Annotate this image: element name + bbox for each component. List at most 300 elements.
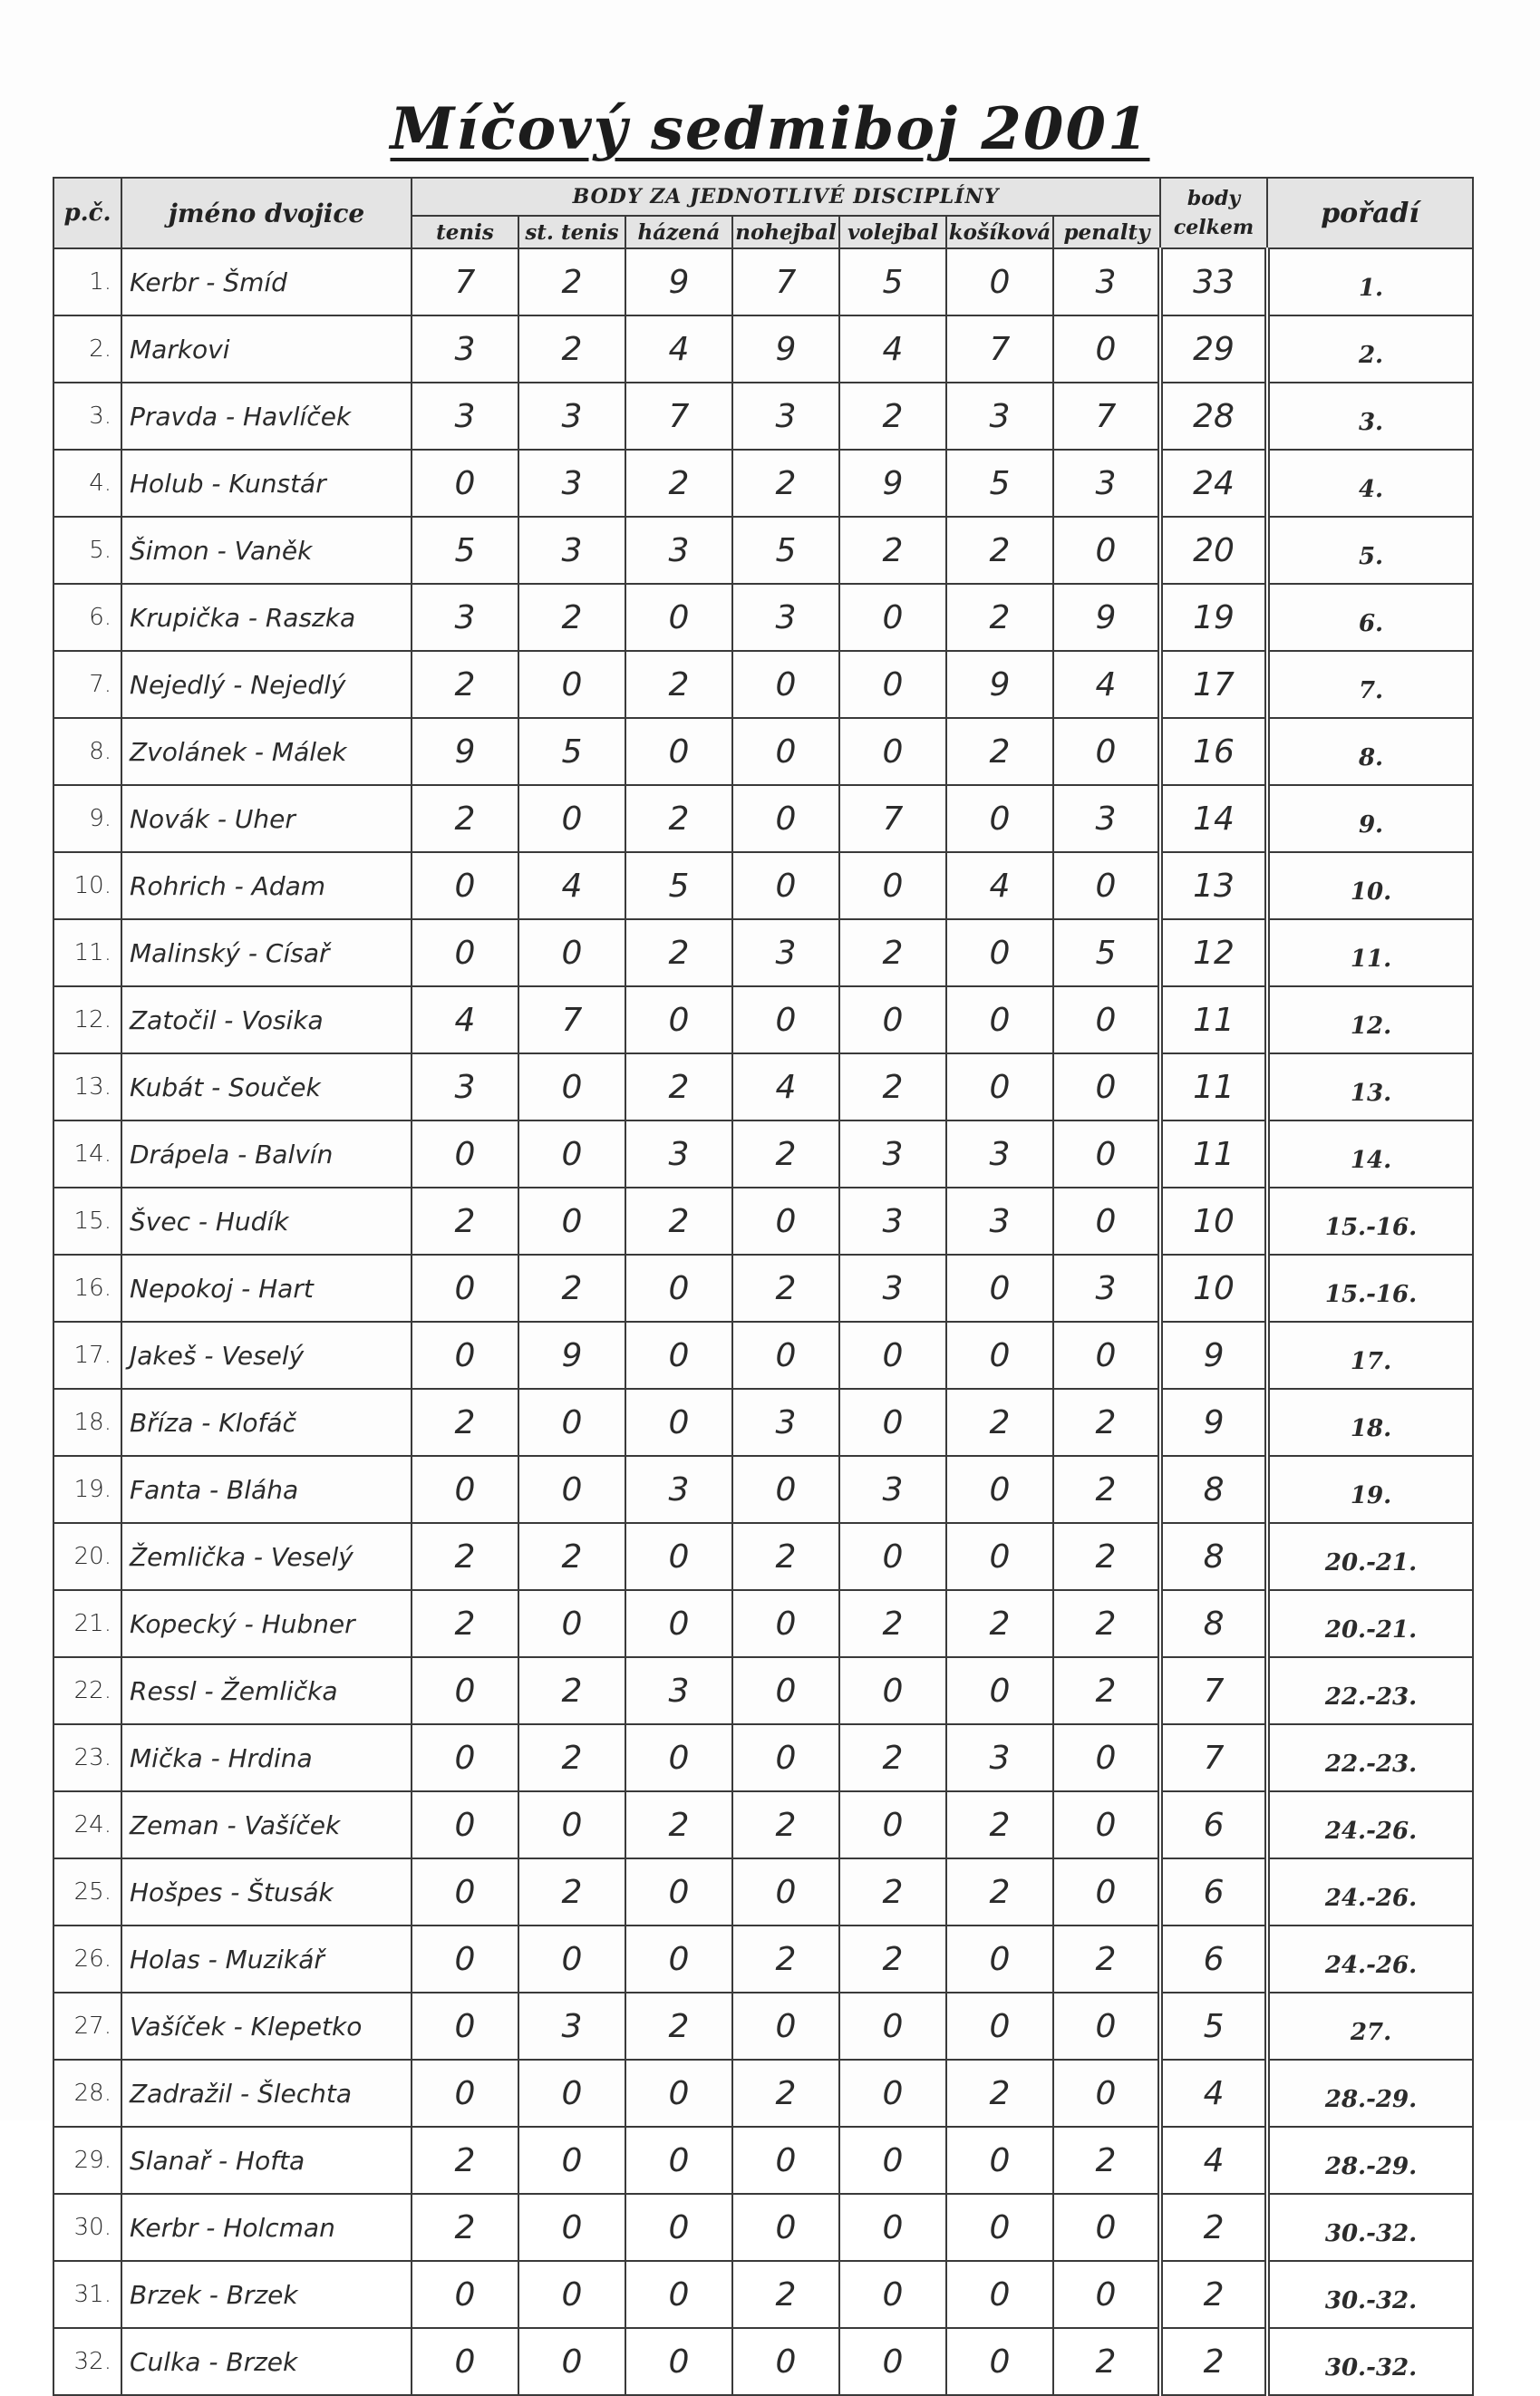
score-cell: 9 (412, 718, 518, 785)
score-cell: 2 (732, 1791, 839, 1858)
total-points: 10 (1160, 1255, 1267, 1322)
score-cell: 0 (518, 1120, 625, 1188)
score-cell: 0 (625, 2261, 732, 2328)
pair-name: Rohrich - Adam (121, 852, 412, 919)
table-row (53, 1993, 1473, 2060)
row-number: 28. (53, 2060, 121, 2127)
score-cell: 0 (946, 2328, 1053, 2395)
score-cell: 2 (412, 651, 518, 718)
score-cell: 7 (839, 785, 946, 852)
score-cell: 0 (1053, 1791, 1160, 1858)
rank-cell: 27. (1267, 1993, 1473, 2060)
score-cell: 0 (625, 1523, 732, 1590)
score-cell: 0 (412, 1456, 518, 1523)
score-cell: 3 (518, 1993, 625, 2060)
table-row (53, 1188, 1473, 1255)
rank-cell: 2. (1267, 315, 1473, 383)
rank-cell: 15.-16. (1267, 1188, 1473, 1255)
score-cell: 3 (946, 1724, 1053, 1791)
table-row (53, 1523, 1473, 1590)
score-cell: 0 (839, 1993, 946, 2060)
score-cell: 2 (946, 1858, 1053, 1926)
score-cell: 3 (732, 584, 839, 651)
pair-name: Švec - Hudík (121, 1188, 412, 1255)
rank-cell: 14. (1267, 1120, 1473, 1188)
score-cell: 0 (625, 1926, 732, 1993)
score-cell: 2 (1053, 1657, 1160, 1724)
score-cell: 0 (1053, 1053, 1160, 1120)
score-cell: 2 (518, 315, 625, 383)
score-cell: 4 (412, 986, 518, 1053)
table-row (53, 1322, 1473, 1389)
score-cell: 0 (732, 785, 839, 852)
table-row (53, 1590, 1473, 1657)
pair-name: Markovi (121, 315, 412, 383)
rank-cell: 19. (1267, 1456, 1473, 1523)
table-row (53, 2328, 1473, 2395)
score-cell: 3 (732, 383, 839, 450)
score-cell: 0 (518, 2127, 625, 2194)
row-number: 31. (53, 2261, 121, 2328)
score-cell: 0 (412, 1657, 518, 1724)
table-row (53, 315, 1473, 383)
score-cell: 3 (412, 383, 518, 450)
score-cell: 5 (946, 450, 1053, 517)
rank-cell: 9. (1267, 785, 1473, 852)
score-cell: 0 (732, 986, 839, 1053)
pair-name: Fanta - Bláha (121, 1456, 412, 1523)
score-cell: 2 (946, 2060, 1053, 2127)
total-points: 33 (1160, 248, 1267, 315)
score-cell: 5 (518, 718, 625, 785)
score-cell: 0 (1053, 1188, 1160, 1255)
score-cell: 2 (839, 383, 946, 450)
pair-name: Zvolánek - Málek (121, 718, 412, 785)
table-row (53, 1858, 1473, 1926)
score-cell: 3 (732, 1389, 839, 1456)
score-cell: 3 (625, 1657, 732, 1724)
table-row (53, 2060, 1473, 2127)
score-cell: 2 (412, 1389, 518, 1456)
pair-name: Hošpes - Štusák (121, 1858, 412, 1926)
score-cell: 0 (1053, 1120, 1160, 1188)
score-cell: 0 (1053, 2060, 1160, 2127)
rank-cell: 10. (1267, 852, 1473, 919)
score-cell: 9 (1053, 584, 1160, 651)
pair-name: Nepokoj - Hart (121, 1255, 412, 1322)
total-points: 6 (1160, 1926, 1267, 1993)
rank-cell: 24.-26. (1267, 1926, 1473, 1993)
score-cell: 3 (412, 1053, 518, 1120)
score-cell: 7 (518, 986, 625, 1053)
row-number: 12. (53, 986, 121, 1053)
score-cell: 0 (946, 1053, 1053, 1120)
row-number: 14. (53, 1120, 121, 1188)
score-cell: 2 (518, 1657, 625, 1724)
score-cell: 2 (1053, 1389, 1160, 1456)
total-points: 24 (1160, 450, 1267, 517)
score-cell: 9 (732, 315, 839, 383)
score-cell: 0 (839, 584, 946, 651)
score-cell: 2 (839, 1858, 946, 1926)
rank-cell: 30.-32. (1267, 2261, 1473, 2328)
pair-name: Ressl - Žemlička (121, 1657, 412, 1724)
score-cell: 3 (946, 1120, 1053, 1188)
score-cell: 0 (732, 1322, 839, 1389)
pair-name: Holub - Kunstár (121, 450, 412, 517)
score-cell: 2 (946, 1389, 1053, 1456)
rank-cell: 24.-26. (1267, 1858, 1473, 1926)
score-cell: 0 (839, 2060, 946, 2127)
table-row (53, 1926, 1473, 1993)
header-disciplines-group: BODY ZA JEDNOTLIVÉ DISCIPLÍNY (412, 178, 1160, 216)
header-total: body celkem (1160, 178, 1267, 248)
score-cell: 2 (1053, 2127, 1160, 2194)
score-cell: 0 (625, 1858, 732, 1926)
score-cell: 0 (946, 248, 1053, 315)
total-points: 2 (1160, 2194, 1267, 2261)
score-cell: 2 (412, 2194, 518, 2261)
score-cell: 2 (518, 584, 625, 651)
rank-cell: 4. (1267, 450, 1473, 517)
score-cell: 0 (839, 852, 946, 919)
score-cell: 3 (946, 383, 1053, 450)
header-rank: pořadí (1267, 178, 1473, 248)
row-number: 15. (53, 1188, 121, 1255)
total-points: 16 (1160, 718, 1267, 785)
score-cell: 2 (946, 718, 1053, 785)
score-cell: 0 (1053, 1724, 1160, 1791)
score-cell: 2 (625, 450, 732, 517)
score-cell: 2 (518, 1858, 625, 1926)
score-cell: 0 (839, 1657, 946, 1724)
score-cell: 0 (412, 450, 518, 517)
score-cell: 0 (732, 2127, 839, 2194)
score-cell: 0 (946, 919, 1053, 986)
header-discipline: volejbal (839, 216, 946, 248)
pair-name: Brzek - Brzek (121, 2261, 412, 2328)
score-cell: 2 (732, 450, 839, 517)
score-cell: 4 (946, 852, 1053, 919)
pair-name: Kerbr - Holcman (121, 2194, 412, 2261)
score-cell: 3 (1053, 248, 1160, 315)
row-number: 25. (53, 1858, 121, 1926)
score-cell: 0 (518, 1188, 625, 1255)
row-number: 22. (53, 1657, 121, 1724)
total-points: 8 (1160, 1456, 1267, 1523)
pair-name: Holas - Muzikář (121, 1926, 412, 1993)
total-points: 5 (1160, 1993, 1267, 2060)
table-row (53, 651, 1473, 718)
score-cell: 0 (946, 1926, 1053, 1993)
score-cell: 3 (1053, 450, 1160, 517)
score-cell: 0 (412, 1926, 518, 1993)
rank-cell: 22.-23. (1267, 1724, 1473, 1791)
score-cell: 0 (839, 986, 946, 1053)
rank-cell: 17. (1267, 1322, 1473, 1389)
score-cell: 2 (625, 1188, 732, 1255)
score-cell: 0 (412, 852, 518, 919)
score-cell: 0 (839, 2194, 946, 2261)
score-cell: 0 (732, 1590, 839, 1657)
header-discipline: nohejbal (732, 216, 839, 248)
score-cell: 2 (946, 1791, 1053, 1858)
score-cell: 0 (518, 2060, 625, 2127)
rank-cell: 8. (1267, 718, 1473, 785)
pair-name: Zadražil - Šlechta (121, 2060, 412, 2127)
score-cell: 0 (412, 1993, 518, 2060)
row-number: 6. (53, 584, 121, 651)
score-cell: 0 (518, 1389, 625, 1456)
header-name: jméno dvojice (121, 178, 412, 248)
table-row (53, 1053, 1473, 1120)
score-cell: 0 (839, 651, 946, 718)
score-cell: 2 (732, 1120, 839, 1188)
total-points: 4 (1160, 2127, 1267, 2194)
score-cell: 0 (1053, 718, 1160, 785)
table-row (53, 1724, 1473, 1791)
score-cell: 0 (732, 1858, 839, 1926)
pair-name: Pravda - Havlíček (121, 383, 412, 450)
total-points: 8 (1160, 1523, 1267, 1590)
total-points: 4 (1160, 2060, 1267, 2127)
score-cell: 5 (1053, 919, 1160, 986)
score-cell: 2 (839, 919, 946, 986)
score-cell: 0 (732, 1657, 839, 1724)
score-cell: 2 (1053, 1456, 1160, 1523)
table-row (53, 383, 1473, 450)
pair-name: Malinský - Císař (121, 919, 412, 986)
score-cell: 3 (625, 1456, 732, 1523)
table-row (53, 986, 1473, 1053)
score-cell: 0 (839, 1389, 946, 1456)
rank-cell: 28.-29. (1267, 2060, 1473, 2127)
score-cell: 0 (732, 852, 839, 919)
score-cell: 0 (518, 651, 625, 718)
score-cell: 0 (625, 2127, 732, 2194)
table-row (53, 1120, 1473, 1188)
score-cell: 0 (518, 1053, 625, 1120)
score-cell: 2 (1053, 1590, 1160, 1657)
score-cell: 5 (839, 248, 946, 315)
table-row (53, 2127, 1473, 2194)
score-cell: 2 (625, 1993, 732, 2060)
score-cell: 2 (518, 248, 625, 315)
score-cell: 0 (946, 785, 1053, 852)
score-cell: 0 (412, 2261, 518, 2328)
rank-cell: 18. (1267, 1389, 1473, 1456)
score-cell: 0 (412, 1858, 518, 1926)
score-cell: 0 (1053, 852, 1160, 919)
row-number: 30. (53, 2194, 121, 2261)
score-cell: 0 (946, 1657, 1053, 1724)
row-number: 23. (53, 1724, 121, 1791)
row-number: 13. (53, 1053, 121, 1120)
score-cell: 0 (518, 919, 625, 986)
row-number: 9. (53, 785, 121, 852)
score-cell: 0 (1053, 1993, 1160, 2060)
score-cell: 0 (1053, 517, 1160, 584)
score-cell: 0 (732, 2194, 839, 2261)
score-cell: 2 (625, 1791, 732, 1858)
score-cell: 3 (625, 517, 732, 584)
row-number: 32. (53, 2328, 121, 2395)
table-row (53, 785, 1473, 852)
total-points: 17 (1160, 651, 1267, 718)
score-cell: 0 (839, 2127, 946, 2194)
score-cell: 0 (732, 1993, 839, 2060)
score-cell: 2 (625, 1053, 732, 1120)
score-cell: 3 (1053, 1255, 1160, 1322)
total-points: 12 (1160, 919, 1267, 986)
row-number: 27. (53, 1993, 121, 2060)
table-row (53, 248, 1473, 315)
header-discipline: házená (625, 216, 732, 248)
row-number: 7. (53, 651, 121, 718)
score-cell: 0 (625, 2194, 732, 2261)
row-number: 2. (53, 315, 121, 383)
score-cell: 5 (625, 852, 732, 919)
score-cell: 0 (412, 1255, 518, 1322)
table-row (53, 718, 1473, 785)
score-cell: 0 (1053, 315, 1160, 383)
score-cell: 9 (625, 248, 732, 315)
pair-name: Nejedlý - Nejedlý (121, 651, 412, 718)
score-cell: 0 (518, 1926, 625, 1993)
row-number: 29. (53, 2127, 121, 2194)
page-title-text: Míčový sedmiboj 2001 (390, 95, 1150, 163)
score-cell: 0 (946, 2261, 1053, 2328)
row-number: 18. (53, 1389, 121, 1456)
score-cell: 0 (518, 1590, 625, 1657)
row-number: 20. (53, 1523, 121, 1590)
score-cell: 2 (412, 2127, 518, 2194)
row-number: 24. (53, 1791, 121, 1858)
score-cell: 0 (732, 1724, 839, 1791)
score-cell: 3 (518, 383, 625, 450)
score-cell: 3 (625, 1120, 732, 1188)
score-cell: 0 (732, 1188, 839, 1255)
rank-cell: 20.-21. (1267, 1590, 1473, 1657)
score-cell: 0 (839, 2328, 946, 2395)
total-points: 11 (1160, 1053, 1267, 1120)
table-row (53, 450, 1473, 517)
table-row (53, 1791, 1473, 1858)
score-cell: 2 (839, 1053, 946, 1120)
score-cell: 0 (412, 1322, 518, 1389)
table-row (53, 517, 1473, 584)
rank-cell: 30.-32. (1267, 2194, 1473, 2261)
score-cell: 2 (732, 1523, 839, 1590)
total-points: 14 (1160, 785, 1267, 852)
score-cell: 0 (518, 1456, 625, 1523)
score-cell: 9 (518, 1322, 625, 1389)
score-cell: 0 (839, 1791, 946, 1858)
score-cell: 4 (1053, 651, 1160, 718)
total-points: 9 (1160, 1322, 1267, 1389)
score-cell: 0 (412, 2328, 518, 2395)
rank-cell: 7. (1267, 651, 1473, 718)
score-cell: 0 (412, 1791, 518, 1858)
score-cell: 0 (625, 1255, 732, 1322)
score-cell: 7 (946, 315, 1053, 383)
score-cell: 9 (946, 651, 1053, 718)
rank-cell: 30.-32. (1267, 2328, 1473, 2395)
score-cell: 3 (412, 315, 518, 383)
row-number: 17. (53, 1322, 121, 1389)
score-cell: 2 (839, 1590, 946, 1657)
rank-cell: 22.-23. (1267, 1657, 1473, 1724)
table-row (53, 1657, 1473, 1724)
score-cell: 3 (839, 1120, 946, 1188)
pair-name: Culka - Brzek (121, 2328, 412, 2395)
pair-name: Drápela - Balvín (121, 1120, 412, 1188)
total-points: 2 (1160, 2261, 1267, 2328)
table-row (53, 2194, 1473, 2261)
score-cell: 2 (946, 584, 1053, 651)
score-cell: 7 (1053, 383, 1160, 450)
row-number: 11. (53, 919, 121, 986)
pair-name: Novák - Uher (121, 785, 412, 852)
score-cell: 0 (625, 718, 732, 785)
total-points: 20 (1160, 517, 1267, 584)
pair-name: Vašíček - Klepetko (121, 1993, 412, 2060)
header-row-top (53, 178, 1473, 216)
score-cell: 4 (625, 315, 732, 383)
row-number: 3. (53, 383, 121, 450)
row-number: 1. (53, 248, 121, 315)
total-points: 6 (1160, 1791, 1267, 1858)
score-cell: 0 (946, 2127, 1053, 2194)
score-cell: 3 (518, 450, 625, 517)
score-cell: 0 (1053, 2194, 1160, 2261)
rank-cell: 5. (1267, 517, 1473, 584)
rank-cell: 13. (1267, 1053, 1473, 1120)
total-points: 11 (1160, 1120, 1267, 1188)
pair-name: Kerbr - Šmíd (121, 248, 412, 315)
total-points: 19 (1160, 584, 1267, 651)
score-cell: 0 (625, 584, 732, 651)
total-points: 2 (1160, 2328, 1267, 2395)
score-cell: 0 (1053, 986, 1160, 1053)
rank-cell: 12. (1267, 986, 1473, 1053)
score-cell: 0 (412, 1120, 518, 1188)
score-cell: 0 (1053, 1858, 1160, 1926)
score-cell: 0 (732, 2328, 839, 2395)
total-points: 28 (1160, 383, 1267, 450)
score-cell: 0 (839, 2261, 946, 2328)
table-row (53, 852, 1473, 919)
score-cell: 2 (518, 1724, 625, 1791)
score-cell: 0 (946, 1255, 1053, 1322)
score-cell: 7 (625, 383, 732, 450)
rank-cell: 6. (1267, 584, 1473, 651)
score-cell: 0 (732, 1456, 839, 1523)
score-cell: 5 (412, 517, 518, 584)
rank-cell: 11. (1267, 919, 1473, 986)
pair-name: Žemlička - Veselý (121, 1523, 412, 1590)
score-cell: 2 (412, 785, 518, 852)
header-discipline: penalty (1053, 216, 1160, 248)
pair-name: Kubát - Souček (121, 1053, 412, 1120)
score-cell: 0 (946, 1456, 1053, 1523)
total-points: 7 (1160, 1657, 1267, 1724)
score-cell: 4 (839, 315, 946, 383)
score-cell: 0 (839, 718, 946, 785)
score-cell: 4 (732, 1053, 839, 1120)
score-cell: 0 (625, 1389, 732, 1456)
score-cell: 3 (732, 919, 839, 986)
